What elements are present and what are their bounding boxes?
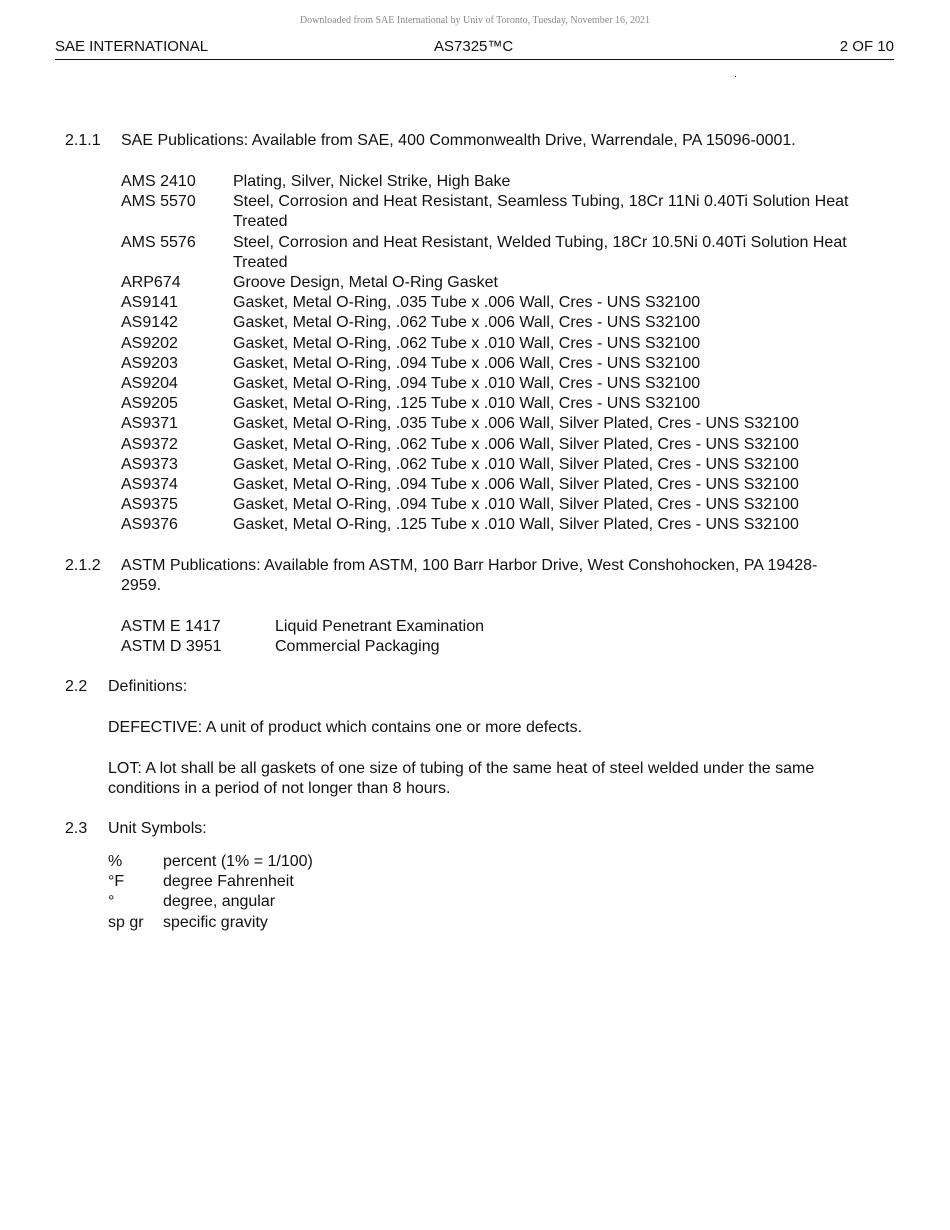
reference-code: AS9375 [121,496,178,514]
unit-symbol: °F [108,873,125,891]
reference-row [121,273,861,293]
unit-symbol: % [108,853,123,870]
unit-symbol-row [108,892,508,912]
unit-meaning: percent (1% = 1/100) [163,853,313,870]
reference-row [121,515,861,535]
reference-row [121,394,861,414]
unit-symbol-row [108,872,508,892]
reference-row [121,293,861,313]
reference-row [121,172,861,192]
stray-mark: . [734,68,738,80]
reference-title: Plating, Silver, Nickel Strike, High Bake [233,173,511,190]
reference-title: Gasket, Metal O-Ring, .125 Tube x .010 Wall, Cres - UNS S32100 [233,395,701,413]
reference-row [121,414,861,434]
unit-meaning: degree, angular [163,893,276,911]
reference-title: Gasket, Metal O-Ring, .062 Tube x .006 Wall, Silver Plated, Cres - UNS S32100 [233,435,799,453]
unit-symbol-list [108,852,508,933]
header-divider [55,59,894,60]
definition-defective: DEFECTIVE: A unit of product which contains one or more defects. [108,719,583,736]
reference-title: Gasket, Metal O-Ring, .035 Tube x .006 Wall, Silver Plated, Cres - UNS S32100 [233,415,799,433]
reference-title: Gasket, Metal O-Ring, .125 Tube x .010 Wall, Silver Plated, Cres - UNS S32100 [233,516,799,534]
section-2-1-2-number: 2.1.2 [65,557,101,574]
reference-title: Gasket, Metal O-Ring, .062 Tube x .010 Wall, Cres - UNS S32100 [233,334,701,352]
reference-code: AS9372 [121,435,178,453]
reference-code: AS9141 [121,294,178,312]
reference-row [121,495,861,515]
unit-symbol-row [108,913,508,933]
reference-row [121,354,861,374]
reference-title: Gasket, Metal O-Ring, .094 Tube x .010 Wall, Silver Plated, Cres - UNS S32100 [233,496,799,514]
reference-code: AS9205 [121,395,178,413]
reference-row [121,334,861,354]
header-document-number: AS7325™C [434,38,514,55]
section-2-3-number: 2.3 [65,820,88,837]
page-header [55,38,894,60]
header-publisher: SAE INTERNATIONAL [55,38,209,55]
reference-title: Groove Design, Metal O-Ring Gasket [233,274,498,292]
reference-code: AMS 2410 [121,173,196,190]
reference-code: ARP674 [121,274,181,292]
reference-code: AS9376 [121,516,178,534]
unit-symbol-row [108,852,508,872]
reference-code: AS9202 [121,334,178,352]
reference-code: AS9203 [121,354,178,372]
reference-row [121,475,861,495]
header-page-number: 2 OF 10 [839,38,894,55]
unit-meaning: degree Fahrenheit [163,873,294,891]
astm-reference-list [121,617,621,657]
section-2-3-heading: Unit Symbols: [108,820,207,837]
sae-reference-list [121,172,861,536]
section-2-2-number: 2.2 [65,678,88,695]
unit-meaning: specific gravity [163,913,268,931]
reference-title: Liquid Penetrant Examination [275,618,485,635]
unit-symbol: sp gr [108,913,144,931]
definition-lot: LOT: A lot shall be all gaskets of one size of tubing of the same heat of steel welded under the same conditions in a period of not longer than 8 hours. [108,760,815,798]
reference-title: Gasket, Metal O-Ring, .035 Tube x .006 Wall, Cres - UNS S32100 [233,294,701,312]
reference-title: Gasket, Metal O-Ring, .062 Tube x .010 Wall, Silver Plated, Cres - UNS S32100 [233,455,799,473]
reference-code: AS9142 [121,314,178,332]
reference-code: ASTM E 1417 [121,618,221,635]
download-watermark: Downloaded from SAE International by Univ of Toronto, Tuesday, November 16, 2021 [299,15,651,26]
reference-code: ASTM D 3951 [121,638,222,656]
unit-symbol: ° [108,893,115,911]
reference-code: AS9373 [121,455,178,473]
reference-row [121,435,861,455]
reference-title: Commercial Packaging [275,638,440,656]
reference-title: Gasket, Metal O-Ring, .094 Tube x .006 Wall, Cres - UNS S32100 [233,354,701,372]
reference-title: Gasket, Metal O-Ring, .094 Tube x .006 Wall, Silver Plated, Cres - UNS S32100 [233,476,799,494]
reference-row [121,637,621,657]
reference-code: AMS 5570 [121,193,196,211]
reference-code: AS9204 [121,375,178,393]
reference-title: Steel, Corrosion and Heat Resistant, Welded Tubing, 18Cr 10.5Ni 0.40Ti Solution Heat Treated [233,233,847,271]
reference-title: Gasket, Metal O-Ring, .094 Tube x .010 Wall, Cres - UNS S32100 [233,375,701,393]
section-2-1-2-text: ASTM Publications: Available from ASTM, 100 Barr Harbor Drive, West Conshohocken, PA 19428-2959. [121,557,818,595]
reference-row [121,233,861,273]
section-2-2-heading: Definitions: [108,678,188,695]
reference-row [121,313,861,333]
reference-row [121,374,861,394]
reference-code: AMS 5576 [121,233,196,251]
reference-title: Steel, Corrosion and Heat Resistant, Seamless Tubing, 18Cr 11Ni 0.40Ti Solution Heat Treated [233,193,849,231]
reference-title: Gasket, Metal O-Ring, .062 Tube x .006 Wall, Cres - UNS S32100 [233,314,701,332]
reference-row [121,192,861,232]
reference-code: AS9374 [121,476,178,494]
reference-row [121,455,861,475]
reference-code: AS9371 [121,415,178,433]
reference-row [121,617,621,637]
section-2-1-1-number: 2.1.1 [65,132,101,149]
section-2-1-1-text: SAE Publications: Available from SAE, 400 Commonwealth Drive, Warrendale, PA 15096-0001. [121,132,796,149]
